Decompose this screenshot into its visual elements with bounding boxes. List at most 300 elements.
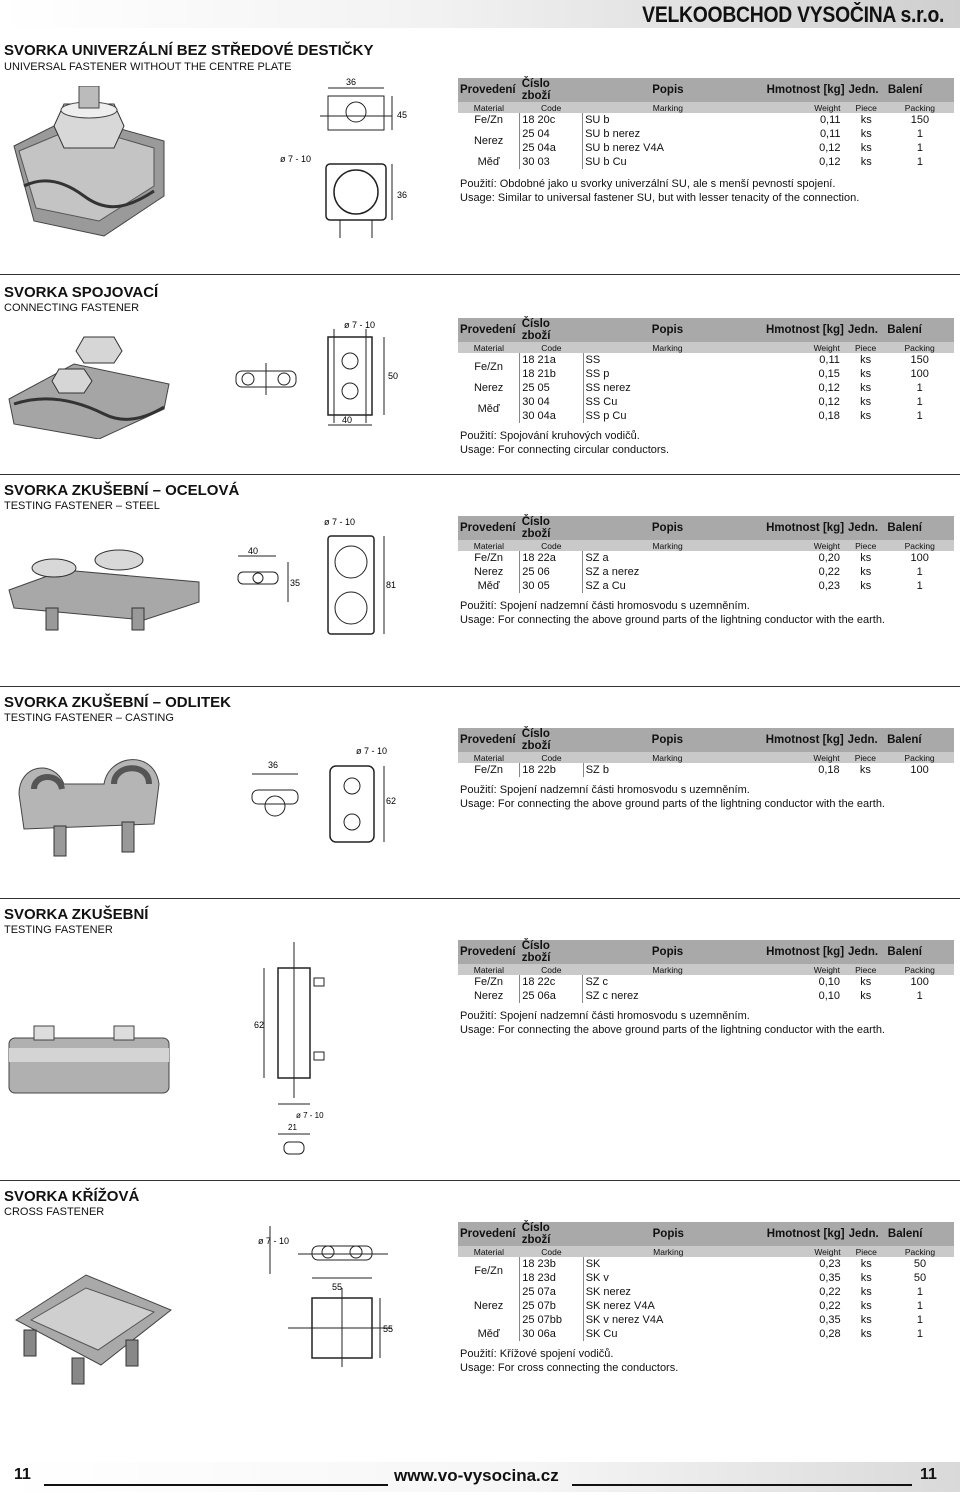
cell-pack: 1 xyxy=(916,382,923,394)
usage-en: Usage: For connecting the above ground parts of the lightning conductor with the earth. xyxy=(460,614,885,626)
section-title: SVORKA KŘÍŽOVÁ xyxy=(4,1188,140,1205)
col-unit: Jedn. xyxy=(848,1228,879,1240)
table-row xyxy=(458,1299,954,1313)
col-weight: Hmotnost [kg] xyxy=(766,84,845,96)
dimension-label: ø 7 - 10 xyxy=(258,1236,290,1246)
cell-weight: 0,35 xyxy=(819,1314,841,1326)
cell-unit: ks xyxy=(860,1300,872,1312)
cell-pack: 50 xyxy=(913,1258,927,1270)
dimension-label: 21 xyxy=(288,1123,297,1132)
table-row xyxy=(458,409,954,423)
col-desc: Popis xyxy=(651,324,684,336)
cell-pack: 1 xyxy=(916,142,923,154)
cell-desc: SS p xyxy=(585,368,610,380)
cell-code: 18 22c xyxy=(520,975,583,989)
usage-cz: Použití: Křížové spojení vodičů. xyxy=(460,1348,614,1360)
cell-material: Nerez xyxy=(473,382,504,394)
cell-desc: SS nerez xyxy=(585,382,631,394)
cell-pack: 1 xyxy=(916,128,923,140)
table-row xyxy=(458,155,954,169)
table-row xyxy=(458,395,954,409)
cell-desc: SK Cu xyxy=(585,1328,618,1340)
table-row xyxy=(458,763,954,777)
cell-code: 25 07bb xyxy=(520,1313,583,1327)
cell-unit: ks xyxy=(860,396,872,408)
technical-drawing-side xyxy=(240,754,320,824)
dimension-label: ø 7 - 10 xyxy=(324,517,356,527)
cell-unit: ks xyxy=(860,552,872,564)
col-material: Provedení xyxy=(460,946,516,958)
cell-weight: 0,12 xyxy=(818,396,840,408)
cell-unit: ks xyxy=(860,566,872,578)
cell-desc: SK nerez V4A xyxy=(585,1300,655,1312)
col-code: Číslo zboží xyxy=(521,728,551,752)
col-unit-en: Piece xyxy=(854,342,877,353)
col-weight-en: Weight xyxy=(814,1246,841,1257)
cell-code: 18 23d xyxy=(520,1271,583,1285)
usage-text xyxy=(460,429,669,457)
dimension-label: 36 xyxy=(346,77,357,87)
table-row xyxy=(458,1285,954,1299)
cell-unit: ks xyxy=(860,382,872,394)
col-weight-en: Weight xyxy=(814,102,841,113)
cell-material: Fe/Zn xyxy=(474,114,503,126)
col-unit: Jedn. xyxy=(848,84,879,96)
cell-desc: SU b Cu xyxy=(585,156,627,168)
technical-drawing xyxy=(280,76,420,244)
section-title: SVORKA UNIVERZÁLNÍ BEZ STŘEDOVÉ DESTIČKY xyxy=(4,42,374,59)
cell-desc: SU b nerez xyxy=(585,128,641,140)
col-code: Číslo zboží xyxy=(521,1222,551,1246)
col-code: Číslo zboží xyxy=(521,516,551,540)
cell-pack: 1 xyxy=(916,1300,924,1312)
product-photo xyxy=(4,86,174,251)
cell-code: 30 06a xyxy=(520,1327,583,1341)
usage-en: Usage: For connecting circular conductors. xyxy=(460,444,670,456)
cell-unit: ks xyxy=(860,1258,872,1270)
col-desc: Popis xyxy=(652,1228,684,1240)
col-code-en: Code xyxy=(541,964,562,975)
section-divider xyxy=(0,474,960,475)
col-code: Číslo zboží xyxy=(521,78,551,102)
table-row xyxy=(458,1313,954,1327)
col-pack-en: Packing xyxy=(904,540,935,551)
col-material-en: Material xyxy=(473,342,504,353)
cell-weight: 0,20 xyxy=(818,552,841,564)
col-pack: Balení xyxy=(887,522,922,534)
cell-material: Nerez xyxy=(473,135,504,147)
table-row xyxy=(458,989,954,1003)
col-weight: Hmotnost [kg] xyxy=(765,734,844,746)
cell-pack: 1 xyxy=(916,156,923,168)
cell-code: 25 05 xyxy=(520,381,583,395)
col-desc-en: Marking xyxy=(652,342,683,353)
table-row xyxy=(458,565,954,579)
technical-drawing xyxy=(250,938,340,1168)
col-pack-en: Packing xyxy=(904,1246,936,1257)
cell-unit: ks xyxy=(860,1314,872,1326)
cell-pack: 100 xyxy=(910,976,929,988)
usage-text xyxy=(460,177,859,205)
footer-rule-left xyxy=(44,1484,388,1486)
cell-desc: SK xyxy=(585,1258,601,1270)
col-code-en: Code xyxy=(540,102,562,113)
cell-unit: ks xyxy=(860,354,872,366)
cell-material: Fe/Zn xyxy=(474,552,503,564)
cell-desc: SZ c xyxy=(585,976,609,988)
col-material-en: Material xyxy=(473,540,504,551)
col-desc-en: Marking xyxy=(652,102,683,113)
cell-weight: 0,12 xyxy=(819,156,841,168)
col-pack: Balení xyxy=(887,734,922,746)
brand-name: VELKOOBCHOD VYSOČINA s.r.o. xyxy=(642,2,944,27)
section-title: SVORKA SPOJOVACÍ xyxy=(4,284,159,301)
section-subtitle: CROSS FASTENER xyxy=(4,1206,105,1218)
cell-code: 30 03 xyxy=(520,155,583,169)
cell-pack: 1 xyxy=(916,990,923,1002)
spec-table xyxy=(458,78,954,169)
cell-unit: ks xyxy=(860,1272,872,1284)
dimension-label: 35 xyxy=(290,578,300,588)
cell-weight: 0,23 xyxy=(818,580,841,592)
dimension-label: ø 7 - 10 xyxy=(280,154,312,164)
cell-pack: 1 xyxy=(916,396,923,408)
technical-drawing-side xyxy=(226,359,306,399)
cell-pack: 1 xyxy=(916,1286,924,1298)
cell-weight: 0,11 xyxy=(819,354,840,366)
col-material-en: Material xyxy=(473,1246,504,1257)
cell-material: Nerez xyxy=(473,566,504,578)
cell-desc: SZ a nerez xyxy=(585,566,640,578)
cell-desc: SK v xyxy=(585,1272,609,1284)
usage-cz: Použití: Spojení nadzemní části hromosvodu s uzemněním. xyxy=(460,1010,750,1022)
col-code-en: Code xyxy=(541,1246,562,1257)
cell-unit: ks xyxy=(860,1328,872,1340)
cell-pack: 1 xyxy=(916,410,923,422)
table-row xyxy=(458,367,954,381)
col-desc-en: Marking xyxy=(653,1246,684,1257)
page-number-right: 11 xyxy=(920,1466,937,1483)
cell-pack: 1 xyxy=(916,1328,924,1340)
section-subtitle: UNIVERSAL FASTENER WITHOUT THE CENTRE PLATE xyxy=(4,61,292,73)
cell-material: Měď xyxy=(477,580,500,592)
cell-code: 30 04a xyxy=(520,409,583,423)
col-pack: Balení xyxy=(887,946,922,958)
col-unit: Jedn. xyxy=(848,522,879,534)
col-code: Číslo zboží xyxy=(521,940,551,964)
col-unit-en: Piece xyxy=(854,752,877,763)
col-material-en: Material xyxy=(473,752,504,763)
dimension-label: 50 xyxy=(388,371,399,381)
technical-drawing xyxy=(322,742,402,852)
dimension-label: 45 xyxy=(397,110,408,120)
cell-desc: SZ a Cu xyxy=(585,580,626,592)
section-connecting-fastener xyxy=(0,274,960,474)
cell-pack: 1 xyxy=(916,1314,924,1326)
section-subtitle: TESTING FASTENER – CASTING xyxy=(4,712,174,724)
cell-code: 30 05 xyxy=(520,579,583,593)
cell-code: 25 07a xyxy=(520,1285,583,1299)
cell-pack: 150 xyxy=(910,354,929,366)
cell-pack: 100 xyxy=(910,764,929,776)
col-weight: Hmotnost [kg] xyxy=(766,522,845,534)
cell-weight: 0,22 xyxy=(818,566,841,578)
cell-material: Měď xyxy=(477,156,500,168)
table-row xyxy=(458,381,954,395)
col-unit: Jedn. xyxy=(847,324,878,336)
dimension-label: 81 xyxy=(386,580,397,590)
cell-code: 18 21a xyxy=(520,353,583,367)
footer-rule-right xyxy=(572,1484,912,1486)
cell-desc: SS xyxy=(585,354,601,366)
cell-desc: SZ c nerez xyxy=(585,990,639,1002)
cell-weight: 0,22 xyxy=(819,1300,841,1312)
dimension-label: ø 7 - 10 xyxy=(356,746,388,756)
cell-unit: ks xyxy=(860,368,872,380)
cell-material: Nerez xyxy=(473,990,504,1002)
dimension-label: 36 xyxy=(397,190,408,200)
col-material-en: Material xyxy=(473,964,504,975)
col-code-en: Code xyxy=(541,540,562,551)
table-row xyxy=(458,353,954,367)
cell-pack: 100 xyxy=(910,368,929,380)
col-pack-en: Packing xyxy=(904,964,935,975)
col-pack-en: Packing xyxy=(904,342,935,353)
cell-pack: 50 xyxy=(913,1272,927,1284)
usage-text xyxy=(460,599,885,627)
cell-code: 25 06a xyxy=(520,989,583,1003)
usage-cz: Použití: Spojení nadzemní části hromosvodu s uzemněním. xyxy=(460,600,750,612)
usage-en: Usage: Similar to universal fastener SU, but with lesser tenacity of the connection. xyxy=(460,192,860,204)
usage-en: Usage: For connecting the above ground parts of the lightning conductor with the earth. xyxy=(460,1024,885,1036)
section-universal-fastener xyxy=(0,36,960,266)
cell-weight: 0,18 xyxy=(818,410,840,422)
cell-pack: 1 xyxy=(916,580,923,592)
col-material-en: Material xyxy=(473,102,504,113)
dimension-label: 40 xyxy=(342,415,353,425)
cell-unit: ks xyxy=(860,156,872,168)
usage-text xyxy=(460,1009,885,1037)
col-pack-en: Packing xyxy=(904,102,936,113)
col-desc: Popis xyxy=(651,734,683,746)
col-material: Provedení xyxy=(460,324,516,336)
col-weight-en: Weight xyxy=(813,964,841,975)
col-pack: Balení xyxy=(887,324,922,336)
col-desc-en: Marking xyxy=(652,540,683,551)
cell-desc: SS p Cu xyxy=(585,410,627,422)
cell-code: 25 06 xyxy=(520,565,583,579)
page-footer xyxy=(0,1462,960,1492)
cell-unit: ks xyxy=(859,764,871,776)
cell-unit: ks xyxy=(860,990,872,1002)
cell-weight: 0,10 xyxy=(818,976,841,988)
usage-text xyxy=(460,783,885,811)
section-divider xyxy=(0,686,960,687)
cell-pack: 100 xyxy=(910,552,929,564)
cell-unit: ks xyxy=(860,1286,872,1298)
col-weight-en: Weight xyxy=(813,752,840,763)
col-desc: Popis xyxy=(651,946,684,958)
cell-weight: 0,11 xyxy=(819,128,841,140)
cell-weight: 0,28 xyxy=(819,1328,841,1340)
cell-code: 25 04 xyxy=(520,127,583,141)
cell-code: 18 21b xyxy=(520,367,583,381)
cell-pack: 150 xyxy=(910,114,930,126)
section-cross-fastener xyxy=(0,1180,960,1440)
table-row xyxy=(458,113,954,127)
table-row xyxy=(458,1271,954,1285)
section-subtitle: TESTING FASTENER – STEEL xyxy=(4,500,160,512)
cell-material: Fe/Zn xyxy=(474,361,503,373)
section-title: SVORKA ZKUŠEBNÍ – OCELOVÁ xyxy=(4,482,240,499)
cell-unit: ks xyxy=(860,580,872,592)
cell-code: 25 04a xyxy=(520,141,583,155)
dimension-label: 62 xyxy=(254,1020,265,1030)
cell-unit: ks xyxy=(860,142,872,154)
section-divider xyxy=(0,1180,960,1181)
spec-table xyxy=(458,516,954,593)
col-weight: Hmotnost [kg] xyxy=(766,946,845,958)
cell-weight: 0,10 xyxy=(818,990,841,1002)
cell-material: Měď xyxy=(477,403,500,415)
cell-code: 25 07b xyxy=(520,1299,583,1313)
dimension-label: ø 7 - 10 xyxy=(296,1111,324,1120)
col-unit-en: Piece xyxy=(855,964,877,975)
cell-weight: 0,18 xyxy=(818,764,840,776)
spec-table xyxy=(458,1222,954,1341)
col-weight-en: Weight xyxy=(813,540,841,551)
col-desc-en: Marking xyxy=(652,752,683,763)
col-code-en: Code xyxy=(541,342,562,353)
table-row xyxy=(458,127,954,141)
dimension-label: 36 xyxy=(268,760,279,770)
usage-en: Usage: For cross connecting the conductors. xyxy=(460,1362,679,1374)
cell-weight: 0,12 xyxy=(818,382,840,394)
dimension-label: 55 xyxy=(383,1324,394,1334)
cell-desc: SU b nerez V4A xyxy=(585,142,664,154)
table-row xyxy=(458,975,954,989)
spec-table xyxy=(458,728,954,777)
cell-desc: SK nerez xyxy=(585,1286,631,1298)
cell-weight: 0,12 xyxy=(819,142,841,154)
cell-unit: ks xyxy=(860,114,872,126)
usage-text xyxy=(460,1347,678,1375)
section-testing-fastener-casting xyxy=(0,686,960,896)
col-unit: Jedn. xyxy=(848,946,879,958)
col-unit-en: Piece xyxy=(855,1246,877,1257)
cell-material: Nerez xyxy=(473,1300,504,1312)
table-row xyxy=(458,551,954,565)
cell-unit: ks xyxy=(860,128,872,140)
product-photo xyxy=(6,1250,176,1400)
usage-cz: Použití: Spojování kruhových vodičů. xyxy=(460,430,640,442)
product-photo xyxy=(4,734,174,864)
col-pack: Balení xyxy=(887,84,923,96)
cell-weight: 0,15 xyxy=(818,368,840,380)
table-row xyxy=(458,579,954,593)
cell-code: 30 04 xyxy=(520,395,583,409)
dimension-label: 40 xyxy=(248,546,259,556)
col-material: Provedení xyxy=(460,522,516,534)
col-weight: Hmotnost [kg] xyxy=(765,324,844,336)
col-desc: Popis xyxy=(652,84,684,96)
col-material: Provedení xyxy=(460,1228,516,1240)
cell-desc: SZ a xyxy=(585,552,609,564)
product-photo xyxy=(4,329,174,439)
section-title: SVORKA ZKUŠEBNÍ – ODLITEK xyxy=(4,694,231,711)
dimension-label: ø 7 - 10 xyxy=(344,320,376,330)
col-unit-en: Piece xyxy=(855,540,877,551)
cell-code: 18 22a xyxy=(520,551,583,565)
cell-material: Fe/Zn xyxy=(474,976,503,988)
usage-cz: Použití: Obdobné jako u svorky univerzální SU, ale s menší pevností spojení. xyxy=(460,178,836,190)
col-code-en: Code xyxy=(541,752,562,763)
section-testing-fastener-steel xyxy=(0,474,960,674)
spec-table xyxy=(458,940,954,1003)
cell-unit: ks xyxy=(860,976,872,988)
website-url[interactable]: www.vo-vysocina.cz xyxy=(394,1466,559,1485)
cell-weight: 0,35 xyxy=(819,1272,841,1284)
col-unit: Jedn. xyxy=(847,734,878,746)
col-weight: Hmotnost [kg] xyxy=(766,1228,845,1240)
col-code: Číslo zboží xyxy=(521,318,551,342)
dimension-label: 62 xyxy=(386,796,397,806)
usage-cz: Použití: Spojení nadzemní části hromosvodu s uzemněním. xyxy=(460,784,750,796)
col-weight-en: Weight xyxy=(813,342,840,353)
cell-desc: SU b xyxy=(585,114,610,126)
table-row xyxy=(458,141,954,155)
section-subtitle: CONNECTING FASTENER xyxy=(4,302,140,314)
col-material: Provedení xyxy=(460,84,516,96)
product-photo xyxy=(4,1018,174,1108)
technical-drawing xyxy=(320,319,410,431)
dimension-label: 55 xyxy=(332,1282,343,1292)
table-row xyxy=(458,1257,954,1271)
cell-code: 18 22b xyxy=(520,763,583,777)
cell-desc: SZ b xyxy=(585,764,609,776)
usage-en: Usage: For connecting the above ground parts of the lightning conductor with the earth. xyxy=(460,798,885,810)
col-pack: Balení xyxy=(887,1228,923,1240)
cell-pack: 1 xyxy=(916,566,923,578)
cell-desc: SS Cu xyxy=(585,396,618,408)
section-divider xyxy=(0,274,960,275)
cell-weight: 0,23 xyxy=(819,1258,841,1270)
cell-code: 18 23b xyxy=(520,1257,583,1271)
cell-material: Fe/Zn xyxy=(474,764,503,776)
cell-desc: SK v nerez V4A xyxy=(585,1314,664,1326)
cell-weight: 0,11 xyxy=(819,114,841,126)
col-material: Provedení xyxy=(460,734,516,746)
cell-material: Měď xyxy=(477,1328,500,1340)
section-divider xyxy=(0,898,960,899)
page-number-left: 11 xyxy=(14,1466,31,1483)
col-unit-en: Piece xyxy=(855,102,877,113)
section-subtitle: TESTING FASTENER xyxy=(4,924,113,936)
spec-table xyxy=(458,318,954,423)
technical-drawing xyxy=(258,1222,398,1367)
section-title: SVORKA ZKUŠEBNÍ xyxy=(4,906,149,923)
cell-unit: ks xyxy=(860,410,872,422)
technical-drawing xyxy=(318,516,398,648)
cell-weight: 0,22 xyxy=(819,1286,841,1298)
cell-material: Fe/Zn xyxy=(474,1265,503,1277)
cell-code: 18 20c xyxy=(520,113,583,127)
technical-drawing-side xyxy=(230,546,300,606)
col-pack-en: Packing xyxy=(904,752,935,763)
table-row xyxy=(458,1327,954,1341)
col-desc-en: Marking xyxy=(652,964,683,975)
col-desc: Popis xyxy=(651,522,684,534)
